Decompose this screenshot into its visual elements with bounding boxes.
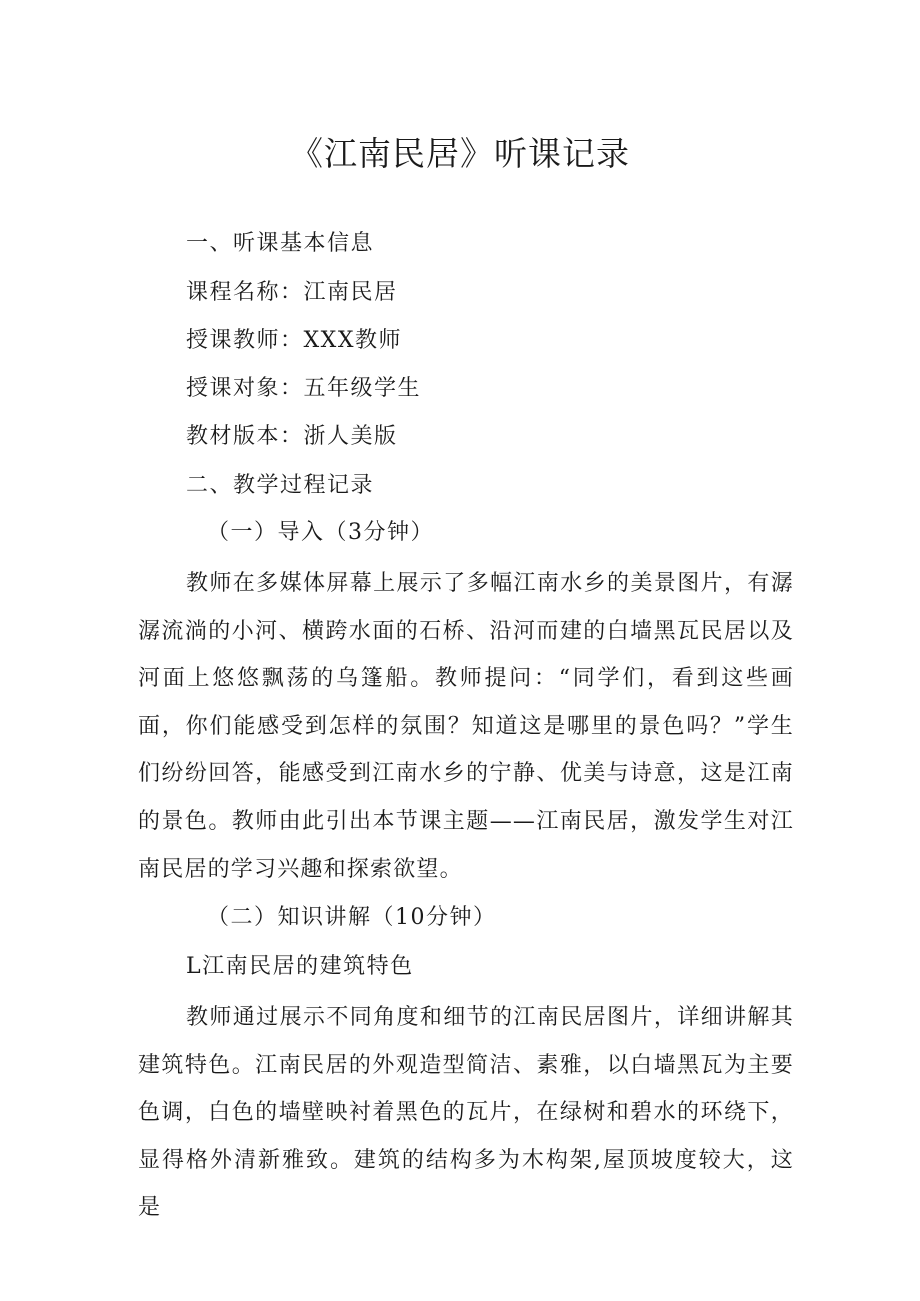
info-course-name: 课程名称：江南民居 <box>186 280 398 305</box>
section-heading-basic-info: 一、听课基本信息 <box>186 231 375 256</box>
subheading-architecture-features: L江南民居的建筑特色 <box>186 954 414 979</box>
info-audience: 授课对象：五年级学生 <box>186 376 422 401</box>
document-title: 《江南民居》听课记录 <box>290 134 630 173</box>
section-heading-teaching-process: 二、教学过程记录 <box>186 473 375 498</box>
paragraph-architecture-features: 教师通过展示不同角度和细节的江南民居图片，详细讲解其建筑特色。江南民居的外观造型简洁、素雅，以白墙黑瓦为主要色调，白色的墙壁映衬着黑色的瓦片，在绿树和碧水的环绕下，显得格外清新雅致。建筑的结构多为木构架,屋顶坡度较大，这是 <box>138 1005 794 1221</box>
info-textbook: 教材版本：浙人美版 <box>186 424 398 449</box>
info-teacher: 授课教师：XXX教师 <box>186 328 402 353</box>
subheading-knowledge-explanation: （二）知识讲解（10分钟） <box>207 905 497 930</box>
paragraph-introduction: 教师在多媒体屏幕上展示了多幅江南水乡的美景图片，有潺潺流淌的小河、横跨水面的石桥、沿河而建的白墙黑瓦民居以及河面上悠悠飘荡的乌篷船。教师提问：“同学们，看到这些画面，你们能感受到怎样的氛围？知道这是哪里的景色吗？”学生们纷纷回答，能感受到江南水乡的宁静、优美与诗意，这是江南的景色。教师由此引出本节课主题——江南民居，激发学生对江南民居的学习兴趣和探索欲望。 <box>138 571 794 882</box>
subheading-introduction: （一）导入（3分钟） <box>207 520 434 545</box>
